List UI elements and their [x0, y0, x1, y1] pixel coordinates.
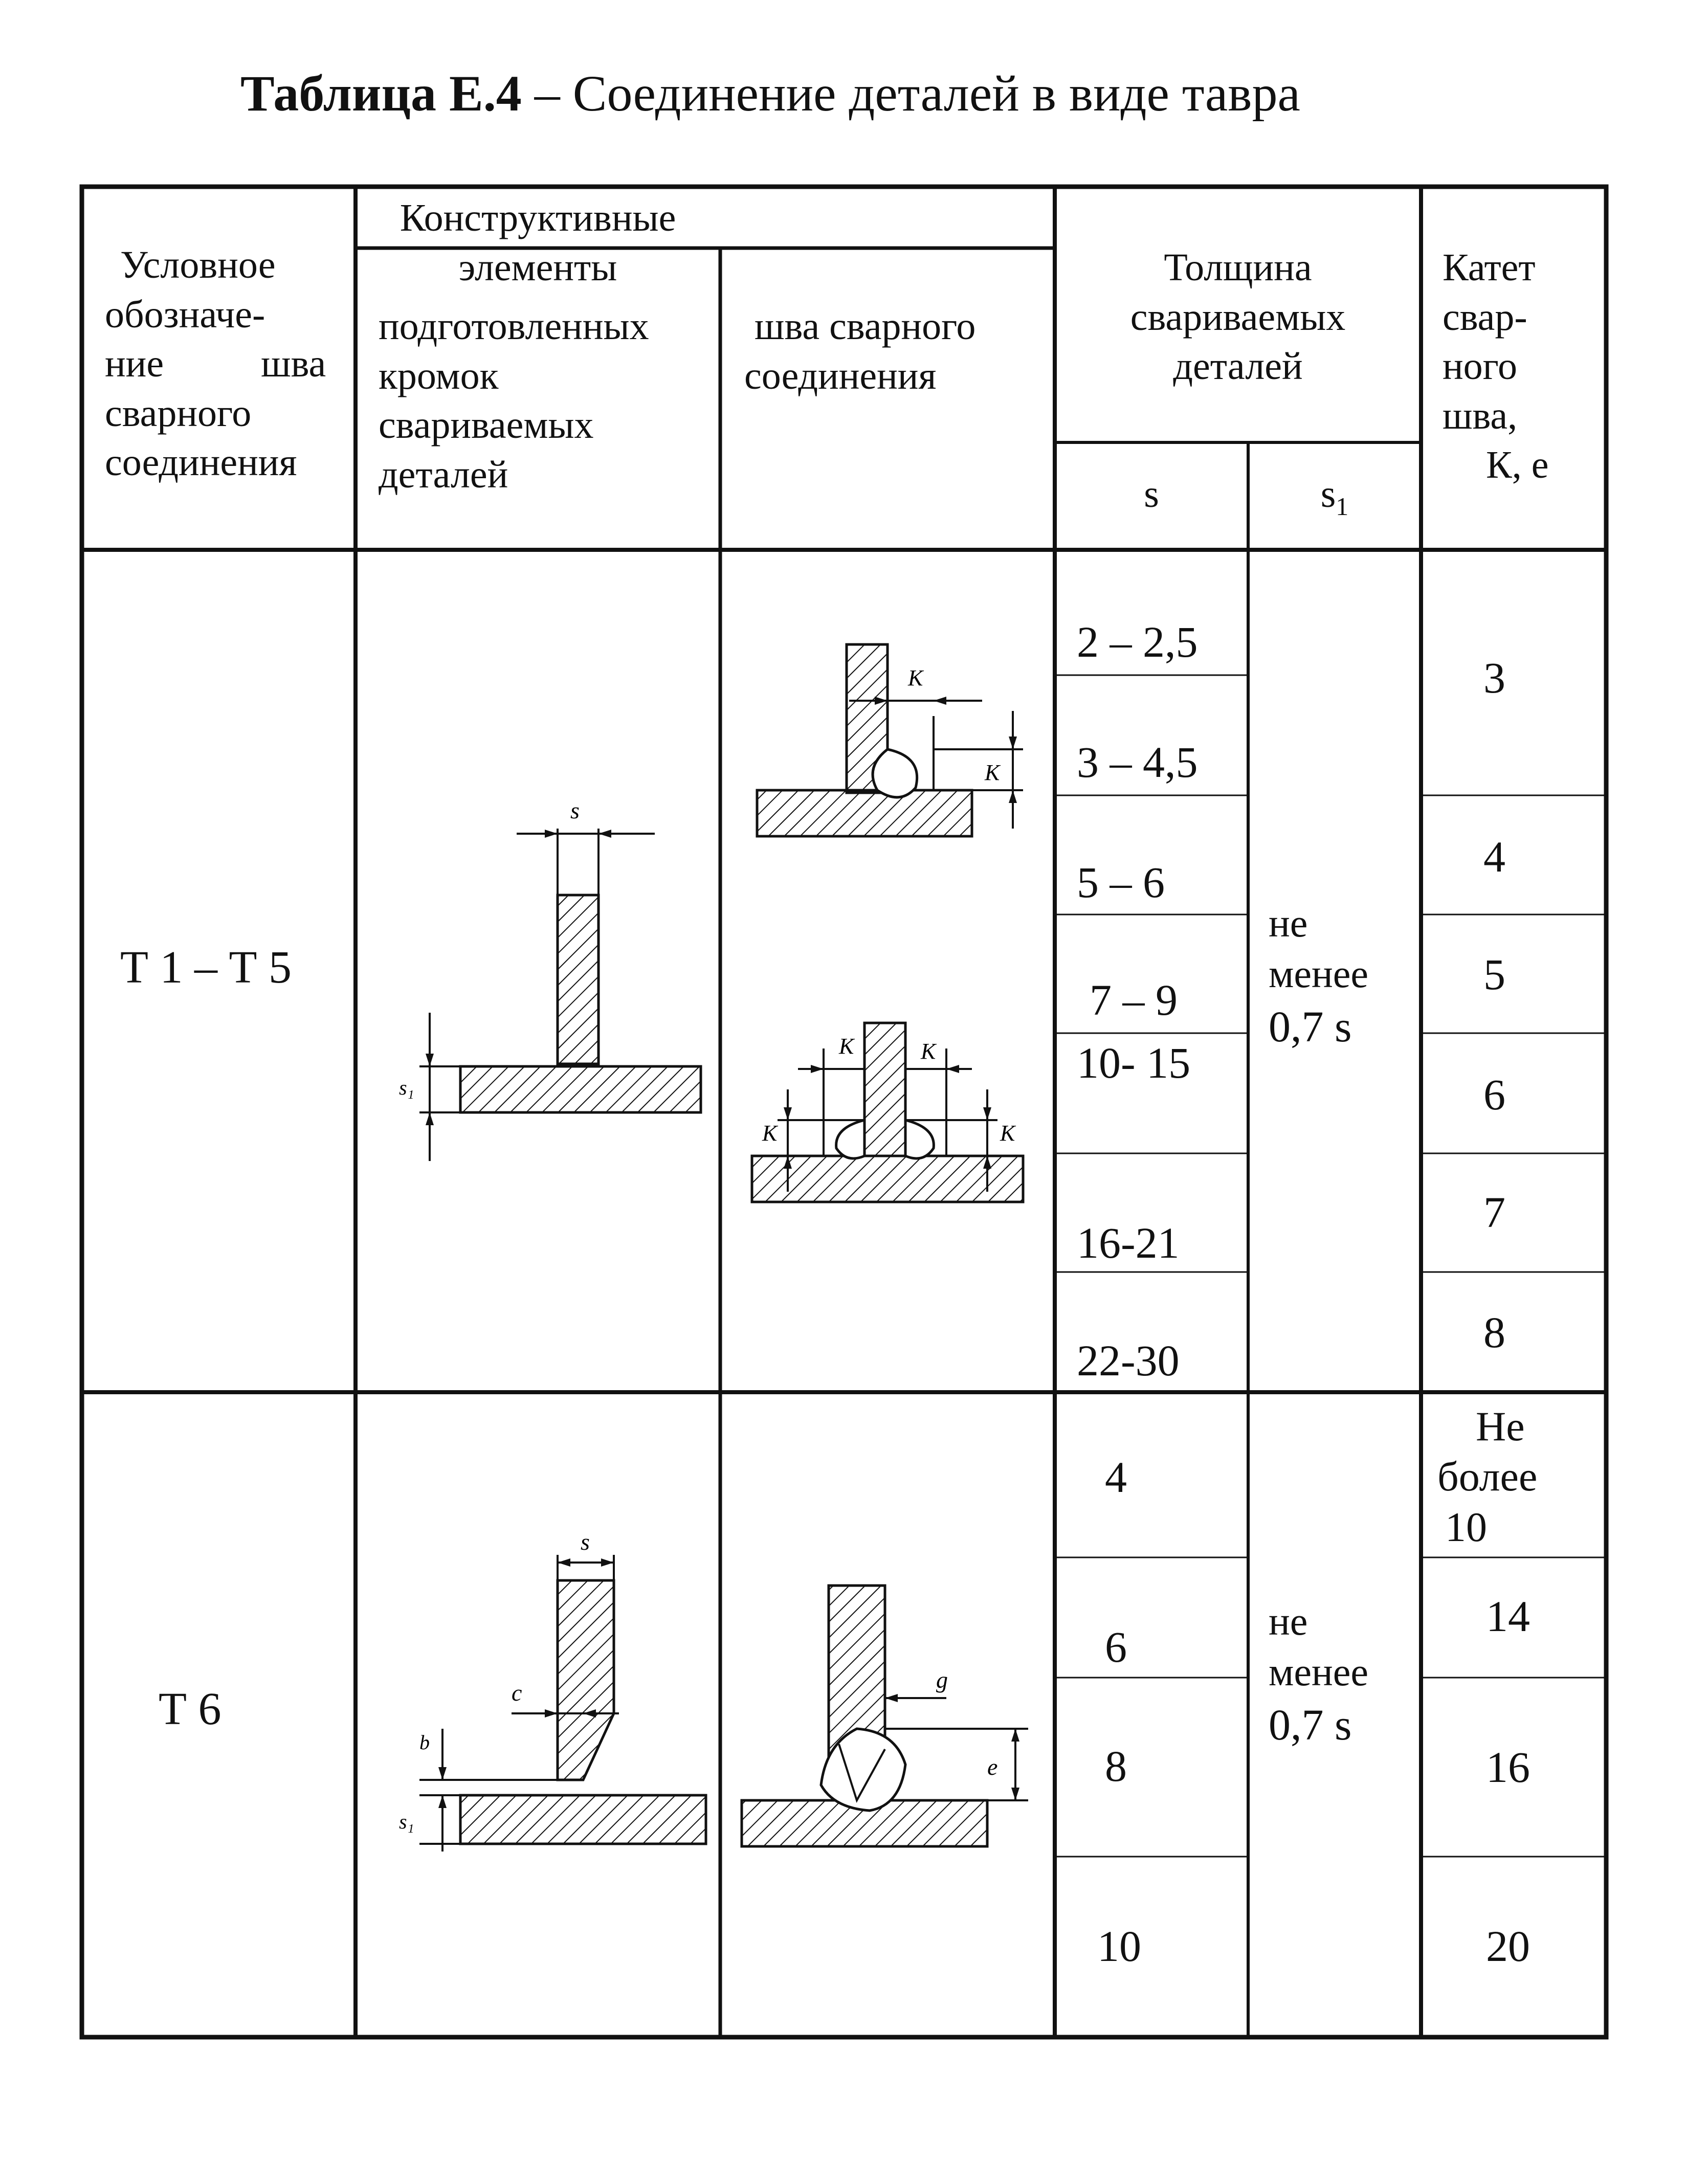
- s-value: 5 – 6: [1077, 858, 1165, 907]
- k-value: 14: [1486, 1592, 1530, 1641]
- designation-t1-t5: Т 1 – Т 5: [120, 942, 292, 993]
- header-designation: Условное обозначе- ние шва сварного соединения: [105, 243, 326, 484]
- drawing-weld-single-t1-t5: [747, 634, 1054, 849]
- label-k: K: [921, 1039, 936, 1064]
- s1-value-group1: не менее 0,7 s: [1269, 901, 1368, 1052]
- k-value: 4: [1483, 832, 1505, 881]
- s1-value-group2: не менее 0,7 s: [1269, 1599, 1368, 1750]
- table-number: Таблица Е.4: [240, 65, 522, 122]
- s-value: 10: [1097, 1922, 1141, 1971]
- label-g: g: [936, 1667, 948, 1693]
- s-value: 16-21: [1077, 1218, 1180, 1267]
- header-thickness: Толщина свариваемых деталей: [1130, 246, 1346, 388]
- k-value: 3: [1483, 653, 1505, 702]
- label-k: K: [985, 760, 1000, 785]
- label-e: e: [987, 1754, 998, 1780]
- label-s1: s₁: [399, 1076, 414, 1099]
- k-value: 20: [1486, 1922, 1530, 1971]
- s-value: 22-30: [1077, 1336, 1180, 1385]
- header-structural-elements: Конструктивные элементы: [400, 196, 676, 289]
- label-s: s: [581, 1529, 590, 1555]
- label-s1: s₁: [399, 1810, 414, 1833]
- label-k: K: [839, 1034, 854, 1059]
- label-b: b: [419, 1731, 430, 1754]
- label-k: K: [1000, 1121, 1015, 1146]
- designation-t6: Т 6: [159, 1684, 221, 1734]
- label-k: K: [908, 665, 923, 690]
- header-s: s: [1144, 473, 1159, 516]
- drawing-weld-t6: [731, 1575, 1049, 1862]
- label-c: c: [512, 1680, 522, 1706]
- k-value: 7: [1483, 1188, 1505, 1237]
- drawing-prepared-edges-t1-t5: [389, 788, 706, 1166]
- k-value: 8: [1483, 1308, 1505, 1357]
- k-value-max: Не более 10: [1437, 1403, 1538, 1550]
- label-s: s: [570, 797, 580, 823]
- s-value: 8: [1105, 1742, 1127, 1791]
- table-caption: – Соединение деталей в виде тавра: [534, 65, 1300, 122]
- k-value: 5: [1483, 950, 1505, 999]
- k-value: 6: [1483, 1070, 1505, 1119]
- s-value: 6: [1105, 1622, 1127, 1671]
- header-weld-seam: шва сварного соединения: [744, 305, 976, 397]
- drawing-weld-double-t1-t5: [747, 1013, 1054, 1217]
- header-s1: $s_1$: [1320, 473, 1349, 521]
- s-value: 10- 15: [1077, 1038, 1191, 1087]
- drawing-prepared-edges-t6: [389, 1524, 716, 1872]
- header-leg: Катет свар- ного шва, К, е: [1443, 246, 1549, 487]
- s-value: 3 – 4,5: [1077, 738, 1198, 787]
- s-value: 7 – 9: [1090, 975, 1178, 1024]
- label-k: K: [762, 1121, 778, 1146]
- s-value: 4: [1105, 1453, 1127, 1502]
- header-prepared-edges: подготовленных кромок свариваемых деталей: [379, 305, 649, 496]
- s-value: 2 – 2,5: [1077, 617, 1198, 666]
- k-value: 16: [1486, 1743, 1530, 1792]
